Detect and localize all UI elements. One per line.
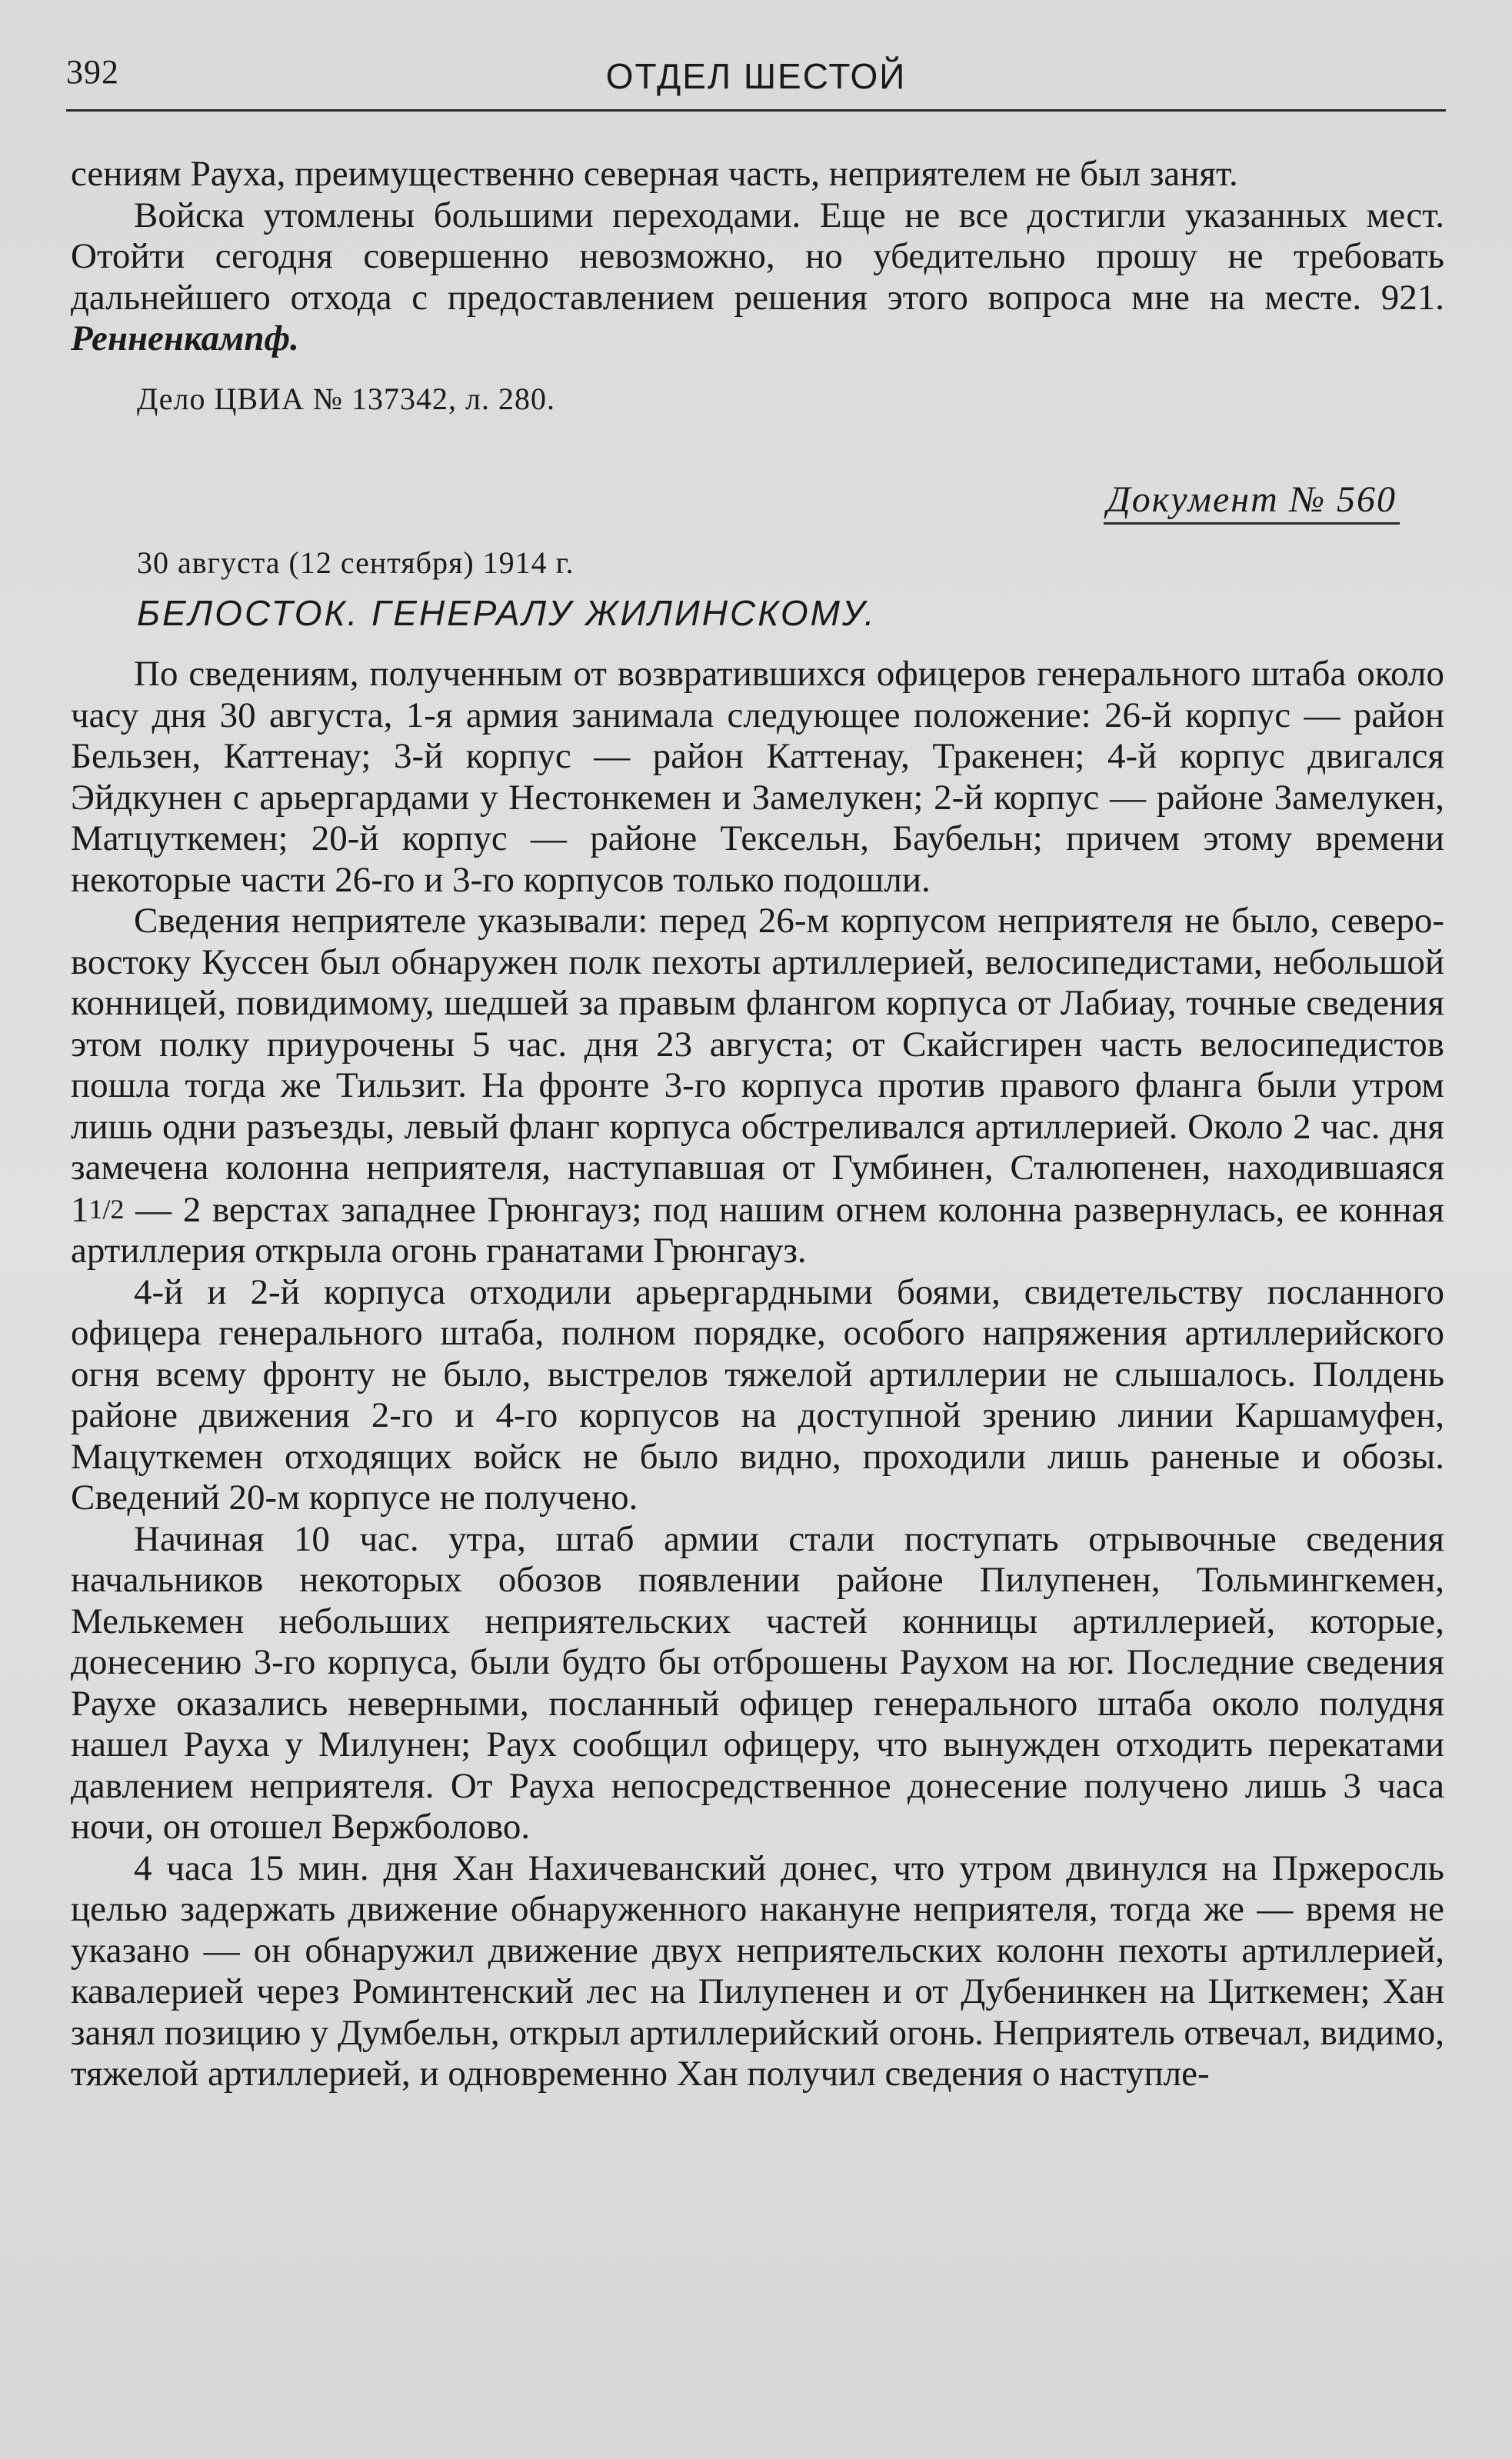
page-body <box>71 154 1444 2095</box>
running-title: ОТДЕЛ ШЕСТОЙ <box>605 56 907 96</box>
document-label-row <box>71 479 1444 533</box>
paragraph-3: 4-й и 2-й корпуса отходили арьергардными боями, свидетельству посланного офицера генерального штаба, полном порядке, особого напряжения артиллерийского огня всему фронту не было, выстрелов тяжелой артиллерии не слышалось. Полдень районе движения 2-го и 4-го корпусов на доступной зрению линии Каршамуфен, Мацуткемен отходящих войск не было видно, проходили лишь раненые и обозы. Сведений 20-м корпусе не получено. <box>71 1271 1444 1518</box>
continuation-text: Войска утомлены большими переходами. Еще не все достигли указанных мест. Отойти сегодня совершенно невозможно, но убедительно прошу не требовать дальнейшего отхода с предоставлением решения этого вопроса мне на месте. 921. <box>71 195 1444 318</box>
paragraph-2-end: — 2 верстах западнее Грюнгауз; под нашим огнем колонна развернулась, ее конная артиллерия открыла огонь гранатами Грюнгауз. <box>71 1189 1444 1271</box>
continuation-first-line: сениям Рауха, преимущественно северная часть, неприятелем не был занят. <box>71 154 1238 194</box>
page-number: 392 <box>66 53 119 91</box>
continuation-paragraph <box>71 195 1444 360</box>
paragraph-1: По сведениям, полученным от возвратившихся офицеров генерального штаба около часу дня 30 августа, 1-я армия занимала следующее положение: 26-й корпус — район Бельзен, Каттенау; 3-й корпус — район Каттенау, Тракенен; 4-й корпус двигался Эйдкунен с арьергардами у Нестонкемен и Замелукен; 2-й корпус — районе Замелукен, Матцуткемен; 20-й корпус — районе Тексельн, Баубельн; причем этому времени некоторые части 26-го и 3-го корпусов только подошли. <box>71 654 1444 900</box>
page-header <box>66 48 1446 112</box>
document-number: Документ № 560 <box>1104 479 1400 525</box>
fraction: 1/2 <box>88 1193 125 1225</box>
paragraph-2 <box>71 901 1444 1272</box>
paragraph-2-start: Сведения неприятеле указывали: перед 26-м корпусом неприятеля не было, северо-востоку Куссен был обнаружен полк пехоты артиллерией, велосипедистами, небольшой конницей, повидимому, шедшей за правым флангом корпуса от Лабиау, точные сведения этом полку приурочены 5 час. дня 23 августа; от Скайсгирен часть велосипедистов пошла тогда же Тильзит. На фронте 3-го корпуса против правого фланга были утром лишь одни разъезды, левый фланг корпуса обстреливался артиллерией. Около 2 час. дня замечена колонна неприятеля, наступавшая от Гумбинен, Сталюпенен, находившаяся 1 <box>71 901 1444 1230</box>
archive-source: Дело ЦВИА № 137342, л. 280. <box>137 381 555 416</box>
signature: Ренненкампф. <box>71 318 299 358</box>
document-date: 30 августа (12 сентября) 1914 г. <box>137 545 574 580</box>
paragraph-5: 4 часа 15 мин. дня Хан Нахичеванский донес, что утром двинулся на Пржеросль целью задержать движение обнаруженного накануне неприятеля, тогда же — время не указано — он обнаружил движение двух неприятельских колонн пехоты артиллерией, кавалерией через Роминтенский лес на Пилупенен и от Дубенинкен на Циткемен; Хан занял позицию у Думбельн, открыл артиллерийский огонь. Неприятель отвечал, видимо, тяжелой артиллерией, и одновременно Хан получил сведения о наступле- <box>71 1848 1444 2094</box>
document-addressee: БЕЛОСТОК. ГЕНЕРАЛУ ЖИЛИНСКОМУ. <box>137 592 877 633</box>
paragraph-4: Начиная 10 час. утра, штаб армии стали поступать отрывочные сведения начальников некоторых обозов появлении районе Пилупенен, Тольмингкемен, Мелькемен небольших неприятельских частей конницы артиллерией, которые, донесению 3-го корпуса, были будто бы отброшены Раухом на юг. Последние сведения Раухе оказались неверными, посланный офицер генерального штаба около полудня нашел Рауха у Милунен; Раух сообщил офицеру, что вынужден отходить перекатами давлением неприятеля. От Рауха непосредственное донесение получено лишь 3 часа ночи, он отошел Вержболово. <box>71 1518 1444 1847</box>
